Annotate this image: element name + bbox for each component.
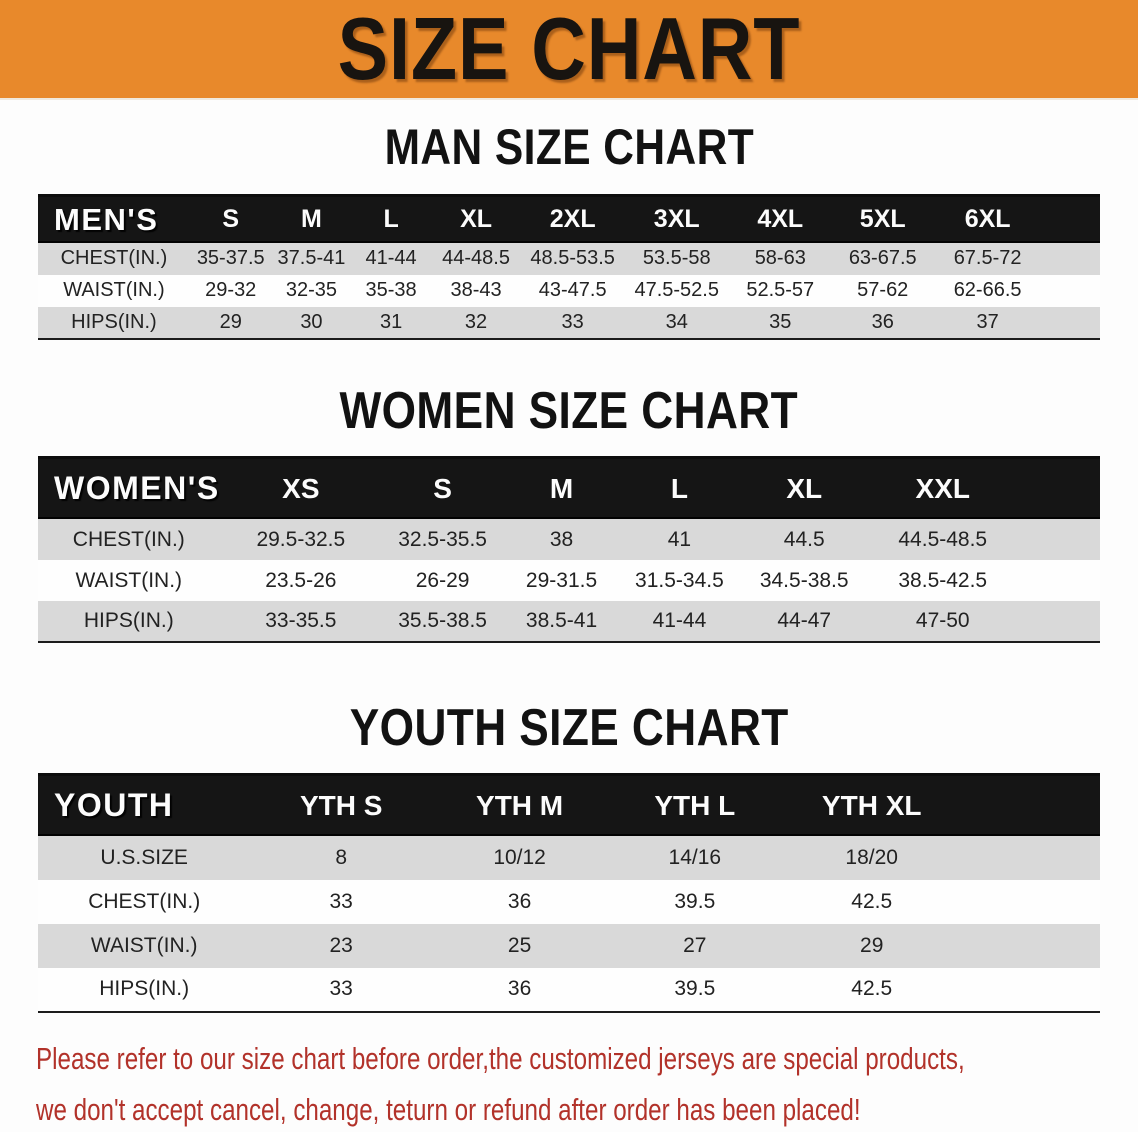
size-value-cell: 37.5-41 [272,243,352,275]
table-row [38,560,1100,601]
size-column-header: 2XL [521,196,624,243]
size-column-header: YTH M [432,775,607,836]
table-row [38,601,1100,642]
size-value-cell: 33 [250,968,432,1012]
size-column-header: XL [739,457,870,519]
size-value-cell: 67.5-72 [934,243,1100,275]
size-value-cell: 39.5 [607,968,782,1012]
row-label: CHEST(IN.) [38,880,250,924]
section-women [0,380,1138,644]
size-value-cell: 35 [729,307,831,339]
youth-size-table [38,773,1100,1013]
size-value-cell: 29 [190,307,272,339]
table-row [38,924,1100,968]
size-value-cell: 32-35 [272,275,352,307]
row-label: WAIST(IN.) [38,924,250,968]
size-value-cell: 26-29 [382,560,503,601]
size-value-cell: 44.5-48.5 [870,519,1100,560]
size-value-cell: 33 [521,307,624,339]
size-value-cell: 35.5-38.5 [382,601,503,642]
size-column-header: 4XL [729,196,831,243]
size-column-header: 3XL [624,196,729,243]
size-value-cell: 18/20 [782,836,1100,880]
table-header-row [38,196,1100,243]
size-value-cell: 37 [934,307,1100,339]
size-value-cell: 41-44 [351,243,431,275]
women-size-table [38,456,1100,644]
size-value-cell: 43-47.5 [521,275,624,307]
table-row [38,243,1100,275]
size-value-cell: 44-47 [739,601,870,642]
size-value-cell: 47.5-52.5 [624,275,729,307]
size-value-cell: 57-62 [831,275,934,307]
size-value-cell: 32.5-35.5 [382,519,503,560]
size-value-cell: 53.5-58 [624,243,729,275]
table-corner-label: YOUTH [38,775,250,836]
section-youth [0,697,1138,1013]
size-column-header: 5XL [831,196,934,243]
size-value-cell: 38 [503,519,620,560]
size-value-cell: 29.5-32.5 [220,519,382,560]
banner-title: SIZE CHART [337,0,801,98]
table-header-row [38,457,1100,519]
size-value-cell: 63-67.5 [831,243,934,275]
section-men [0,116,1138,340]
size-column-header: YTH L [607,775,782,836]
size-value-cell: 41 [620,519,739,560]
size-value-cell: 34 [624,307,729,339]
youth-size-chart-heading: YOUTH SIZE CHART [349,699,789,757]
size-chart-content [0,116,1138,1013]
size-value-cell: 38.5-42.5 [870,560,1100,601]
size-value-cell: 38.5-41 [503,601,620,642]
row-label: HIPS(IN.) [38,307,190,339]
size-column-header: YTH S [250,775,432,836]
row-label: WAIST(IN.) [38,275,190,307]
size-value-cell: 62-66.5 [934,275,1100,307]
size-value-cell: 36 [831,307,934,339]
size-column-header: S [190,196,272,243]
size-value-cell: 25 [432,924,607,968]
size-value-cell: 29 [782,924,1100,968]
size-value-cell: 31.5-34.5 [620,560,739,601]
men-size-table [38,194,1100,340]
size-value-cell: 8 [250,836,432,880]
size-value-cell: 32 [431,307,521,339]
notice-line-2: we don't accept cancel, change, teturn or refund after order has been placed! [36,1091,861,1127]
size-value-cell: 48.5-53.5 [521,243,624,275]
size-value-cell: 23.5-26 [220,560,382,601]
size-value-cell: 58-63 [729,243,831,275]
row-label: HIPS(IN.) [38,968,250,1012]
size-value-cell: 36 [432,880,607,924]
table-corner-label: WOMEN'S [38,457,220,519]
size-column-header: XL [431,196,521,243]
size-value-cell: 39.5 [607,880,782,924]
size-value-cell: 29-32 [190,275,272,307]
size-column-header: L [351,196,431,243]
table-row [38,880,1100,924]
size-column-header: S [382,457,503,519]
size-value-cell: 35-38 [351,275,431,307]
size-value-cell: 27 [607,924,782,968]
size-column-header: XXL [870,457,1100,519]
row-label: WAIST(IN.) [38,560,220,601]
size-value-cell: 47-50 [870,601,1100,642]
size-value-cell: 23 [250,924,432,968]
size-column-header: 6XL [934,196,1100,243]
size-value-cell: 14/16 [607,836,782,880]
table-row [38,519,1100,560]
size-value-cell: 33 [250,880,432,924]
men-size-chart-heading: MAN SIZE CHART [384,119,754,175]
table-row [38,307,1100,339]
size-value-cell: 44.5 [739,519,870,560]
size-column-header: XS [220,457,382,519]
row-label: CHEST(IN.) [38,243,190,275]
size-value-cell: 34.5-38.5 [739,560,870,601]
row-label: U.S.SIZE [38,836,250,880]
size-value-cell: 44-48.5 [431,243,521,275]
table-row [38,836,1100,880]
women-size-chart-heading: WOMEN SIZE CHART [339,381,799,440]
size-value-cell: 31 [351,307,431,339]
size-value-cell: 52.5-57 [729,275,831,307]
size-value-cell: 42.5 [782,968,1100,1012]
table-row [38,275,1100,307]
table-header-row [38,775,1100,836]
row-label: HIPS(IN.) [38,601,220,642]
size-value-cell: 38-43 [431,275,521,307]
table-row [38,968,1100,1012]
size-value-cell: 29-31.5 [503,560,620,601]
size-value-cell: 42.5 [782,880,1100,924]
size-column-header: L [620,457,739,519]
table-corner-label: MEN'S [38,196,190,243]
size-value-cell: 41-44 [620,601,739,642]
size-column-header: M [503,457,620,519]
size-value-cell: 30 [272,307,352,339]
notice-line-1: Please refer to our size chart before order,the customized jerseys are special products, [36,1040,965,1076]
order-notice [36,1033,1138,1132]
size-column-header: M [272,196,352,243]
size-value-cell: 10/12 [432,836,607,880]
size-value-cell: 33-35.5 [220,601,382,642]
size-value-cell: 36 [432,968,607,1012]
size-value-cell: 35-37.5 [190,243,272,275]
row-label: CHEST(IN.) [38,519,220,560]
size-column-header: YTH XL [782,775,1100,836]
banner [0,0,1138,100]
